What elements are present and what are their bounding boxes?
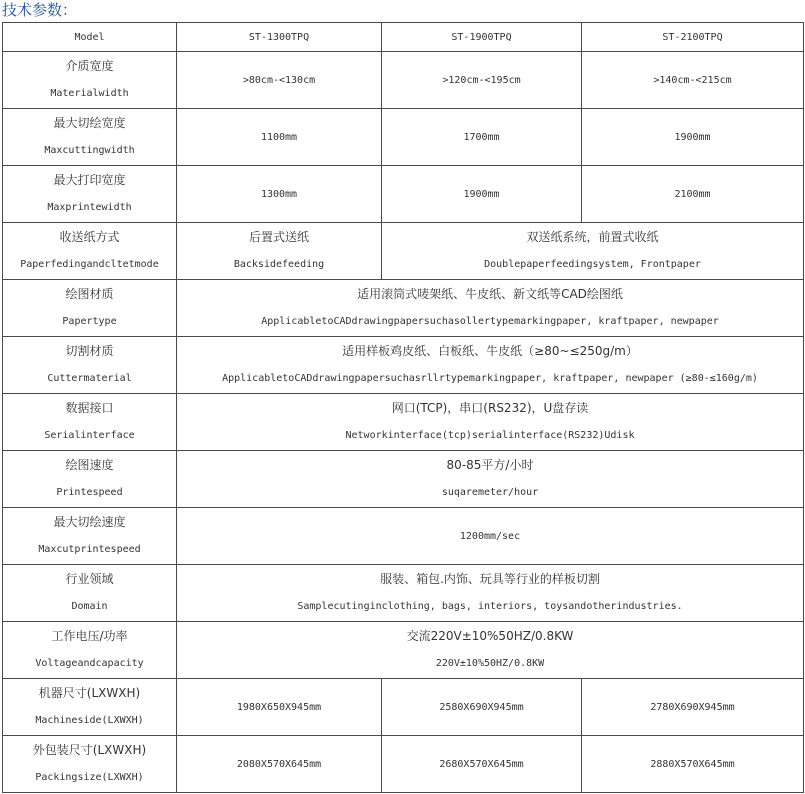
- table-cell: 1200mm/sec: [177, 508, 804, 565]
- row-label: [3, 52, 177, 109]
- row-label-en: Serialinterface: [44, 430, 135, 441]
- table-cell: 2080X570X645mm: [177, 736, 382, 793]
- header-model-1: ST-1300TPQ: [177, 23, 382, 52]
- row-label-cn: 数据接口: [65, 401, 114, 415]
- row-label-cn: 外包装尺寸(LXWXH): [32, 743, 147, 757]
- row-label-en: Maxcuttingwidth: [44, 145, 135, 156]
- cell-cn: 80-85平方/小时: [446, 458, 534, 472]
- table-row: [3, 280, 804, 337]
- row-label-cn: 绘图速度: [65, 458, 114, 472]
- row-label: [3, 451, 177, 508]
- table-cell: >120cm-<195cm: [382, 52, 582, 109]
- page-title: 技术参数：: [2, 1, 78, 19]
- table-cell: >80cm-<130cm: [177, 52, 382, 109]
- table-cell: 1300mm: [177, 166, 382, 223]
- table-row: [3, 679, 804, 736]
- table-cell: 1100mm: [177, 109, 382, 166]
- row-label-en: Maxcutprintespeed: [38, 544, 141, 555]
- table-row: [3, 109, 804, 166]
- table-cell: [177, 337, 804, 394]
- row-label: [3, 337, 177, 394]
- table-cell: [177, 565, 804, 622]
- row-label-en: Voltageandcapacity: [35, 658, 144, 669]
- table-cell: [177, 451, 804, 508]
- cell-cn: 适用样板鸡皮纸、白板纸、牛皮纸（≥80~≤250g/m）: [342, 344, 638, 358]
- row-label: [3, 736, 177, 793]
- cell-cn: 双送纸系统，前置式收纸: [526, 230, 659, 244]
- table-cell: [177, 394, 804, 451]
- table-header-row: [3, 23, 804, 52]
- row-label: [3, 223, 177, 280]
- table-row: [3, 736, 804, 793]
- header-model-3: ST-2100TPQ: [582, 23, 804, 52]
- row-label-cn: 最大打印宽度: [53, 173, 126, 187]
- row-label: [3, 109, 177, 166]
- table-cell: 2100mm: [582, 166, 804, 223]
- row-label-en: Domain: [71, 601, 108, 612]
- row-label: [3, 280, 177, 337]
- cell-en: ApplicabletoCADdrawingpapersuchasrllrtypemarkingpaper, kraftpaper, newpaper (≥80-≤160g/m): [222, 373, 758, 384]
- table-cell: >140cm-<215cm: [582, 52, 804, 109]
- row-label: [3, 166, 177, 223]
- table-cell: 1700mm: [382, 109, 582, 166]
- row-label-en: Printespeed: [56, 487, 123, 498]
- cell-en: ApplicabletoCADdrawingpapersuchasollertypemarkingpaper, kraftpaper, newpaper: [261, 316, 719, 327]
- table-cell: 1900mm: [382, 166, 582, 223]
- row-label-en: Papertype: [62, 316, 117, 327]
- table-cell: [177, 622, 804, 679]
- table-cell: [177, 223, 382, 280]
- row-label: [3, 622, 177, 679]
- table-row: [3, 622, 804, 679]
- table-cell: [177, 280, 804, 337]
- cell-en: Networkinterface(tcp)serialinterface(RS232)Udisk: [345, 430, 635, 441]
- cell-en: 220V±10%50HZ/0.8KW: [435, 658, 545, 669]
- row-label-cn: 切割材质: [65, 344, 114, 358]
- table-row: [3, 565, 804, 622]
- row-label-cn: 介质宽度: [65, 59, 114, 73]
- cell-en: Doublepaperfeedingsystem, Frontpaper: [484, 259, 701, 270]
- row-label-cn: 收送纸方式: [59, 230, 120, 244]
- row-label: [3, 508, 177, 565]
- table-cell: [382, 223, 804, 280]
- cell-cn: 网口(TCP)，串口(RS232)，U盘存读: [391, 401, 589, 415]
- cell-cn: 交流220V±10%50HZ/0.8KW: [406, 629, 574, 643]
- table-row: [3, 223, 804, 280]
- table-row: [3, 337, 804, 394]
- row-label-en: Materialwidth: [50, 88, 129, 99]
- cell-en: suqaremeter/hour: [441, 487, 539, 498]
- table-cell: 2680X570X645mm: [382, 736, 582, 793]
- row-label-en: Cuttermaterial: [47, 373, 132, 384]
- row-label-en: Packingsize(LXWXH): [35, 772, 144, 783]
- cell-cn: 后置式送纸: [248, 230, 309, 244]
- row-label-cn: 最大切绘宽度: [53, 116, 126, 130]
- row-label-cn: 机器尺寸(LXWXH): [38, 686, 141, 700]
- row-label-cn: 绘图材质: [65, 287, 114, 301]
- row-label-en: Machineside(LXWXH): [35, 715, 144, 726]
- table-cell: 2880X570X645mm: [582, 736, 804, 793]
- row-label-en: Maxprintewidth: [47, 202, 132, 213]
- table-row: [3, 394, 804, 451]
- row-label: [3, 679, 177, 736]
- cell-cn: 适用滚筒式唛架纸、牛皮纸、新文纸等CAD绘图纸: [357, 287, 623, 301]
- table-row: [3, 52, 804, 109]
- table-cell: 1980X650X945mm: [177, 679, 382, 736]
- table-row: [3, 451, 804, 508]
- table-cell: 2580X690X945mm: [382, 679, 582, 736]
- row-label-cn: 行业领域: [65, 572, 114, 586]
- table-row: [3, 166, 804, 223]
- row-label-en: Paperfedingandcltetmode: [20, 259, 159, 270]
- cell-cn: 服装、箱包.内饰、玩具等行业的样板切割: [380, 572, 600, 586]
- cell-en: Samplecutinginclothing, bags, interiors, toysandotherindustries.: [297, 601, 683, 612]
- spec-table: [2, 22, 804, 793]
- row-label-cn: 最大切绘速度: [53, 515, 126, 529]
- header-model-2: ST-1900TPQ: [382, 23, 582, 52]
- row-label-cn: 工作电压/功率: [51, 629, 128, 643]
- header-model-label: Model: [3, 23, 177, 52]
- cell-en: Backsidefeeding: [233, 259, 325, 270]
- row-label: [3, 394, 177, 451]
- table-cell: 1900mm: [582, 109, 804, 166]
- row-label: [3, 565, 177, 622]
- table-row: [3, 508, 804, 565]
- table-cell: 2780X690X945mm: [582, 679, 804, 736]
